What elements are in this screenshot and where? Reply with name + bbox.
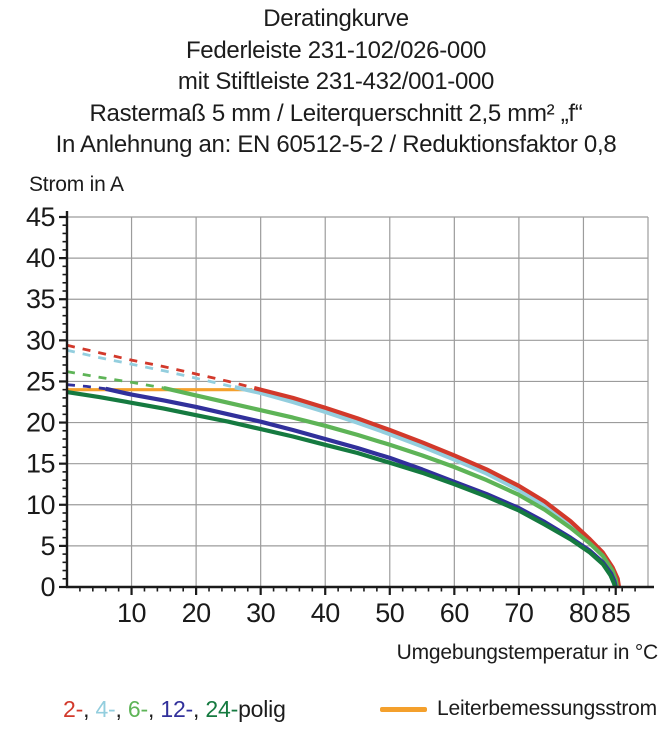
curve-12-polig-dashed bbox=[67, 385, 106, 389]
curve-6-polig bbox=[164, 388, 617, 587]
legend-separator: , bbox=[147, 696, 161, 722]
title-line-3: mit Stiftleiste 231-432/001-000 bbox=[177, 68, 495, 95]
legend-pole-suffix: polig bbox=[238, 696, 286, 722]
x-tick-label: 70 bbox=[504, 598, 534, 628]
x-tick-label: 80 bbox=[568, 598, 598, 628]
y-tick-label: 45 bbox=[25, 202, 55, 232]
y-tick-label: 40 bbox=[25, 243, 55, 274]
title-line-4: Rastermaß 5 mm / Leiterquerschnitt 2,5 mm² „f“ bbox=[89, 99, 583, 127]
y-tick-label: 35 bbox=[25, 284, 55, 315]
y-tick-label: 5 bbox=[40, 530, 55, 561]
x-tick-label: 85 bbox=[601, 598, 631, 628]
y-axis-title: Strom in A bbox=[29, 173, 124, 196]
x-axis-title: Umgebungstemperatur in °C bbox=[396, 641, 658, 664]
title-line-2: Federleiste 231-102/026-000 bbox=[185, 36, 487, 64]
rated-current-line-swatch bbox=[380, 707, 427, 712]
x-tick-label: 50 bbox=[375, 598, 405, 628]
curve-4-polig-dashed bbox=[67, 350, 235, 387]
legend-rated-current bbox=[380, 697, 657, 721]
curve-24-polig bbox=[67, 392, 615, 587]
curve-2-polig bbox=[254, 388, 619, 587]
legend-pole-2: 2- bbox=[63, 696, 84, 722]
x-tick-label: 60 bbox=[439, 598, 469, 628]
curve-12-polig bbox=[106, 389, 616, 587]
y-tick-label: 20 bbox=[25, 407, 55, 438]
x-tick-label: 20 bbox=[181, 598, 211, 628]
title-line-5: In Anlehnung an: EN 60512-5-2 / Reduktionsfaktor 0,8 bbox=[55, 131, 617, 158]
y-tick-label: 30 bbox=[25, 325, 55, 356]
legend-pole-24: 24- bbox=[205, 696, 239, 722]
y-tick-label: 25 bbox=[25, 366, 55, 397]
legend-pole-4: 4- bbox=[95, 696, 116, 722]
legend-pole-12: 12- bbox=[160, 696, 194, 722]
legend-separator: , bbox=[83, 696, 96, 722]
x-tick-label: 40 bbox=[310, 598, 340, 628]
y-tick-label: 0 bbox=[40, 572, 55, 602]
legend-separator: , bbox=[193, 696, 206, 722]
curve-6-polig-dashed bbox=[67, 372, 164, 388]
chart-title-block bbox=[0, 3, 672, 161]
title-line-1: Deratingkurve bbox=[263, 5, 409, 32]
curve-2-polig-dashed bbox=[67, 345, 254, 388]
rated-current-label: Leiterbemessungsstrom bbox=[437, 697, 657, 720]
legend-pole-counts bbox=[63, 696, 286, 723]
legend-pole-6: 6- bbox=[127, 696, 148, 722]
curve-4-polig bbox=[235, 387, 618, 587]
x-tick-label: 30 bbox=[246, 598, 276, 628]
y-tick-label: 10 bbox=[25, 489, 55, 520]
y-tick-label: 15 bbox=[25, 448, 55, 479]
legend-separator: , bbox=[115, 696, 128, 722]
x-tick-label: 10 bbox=[117, 598, 147, 628]
